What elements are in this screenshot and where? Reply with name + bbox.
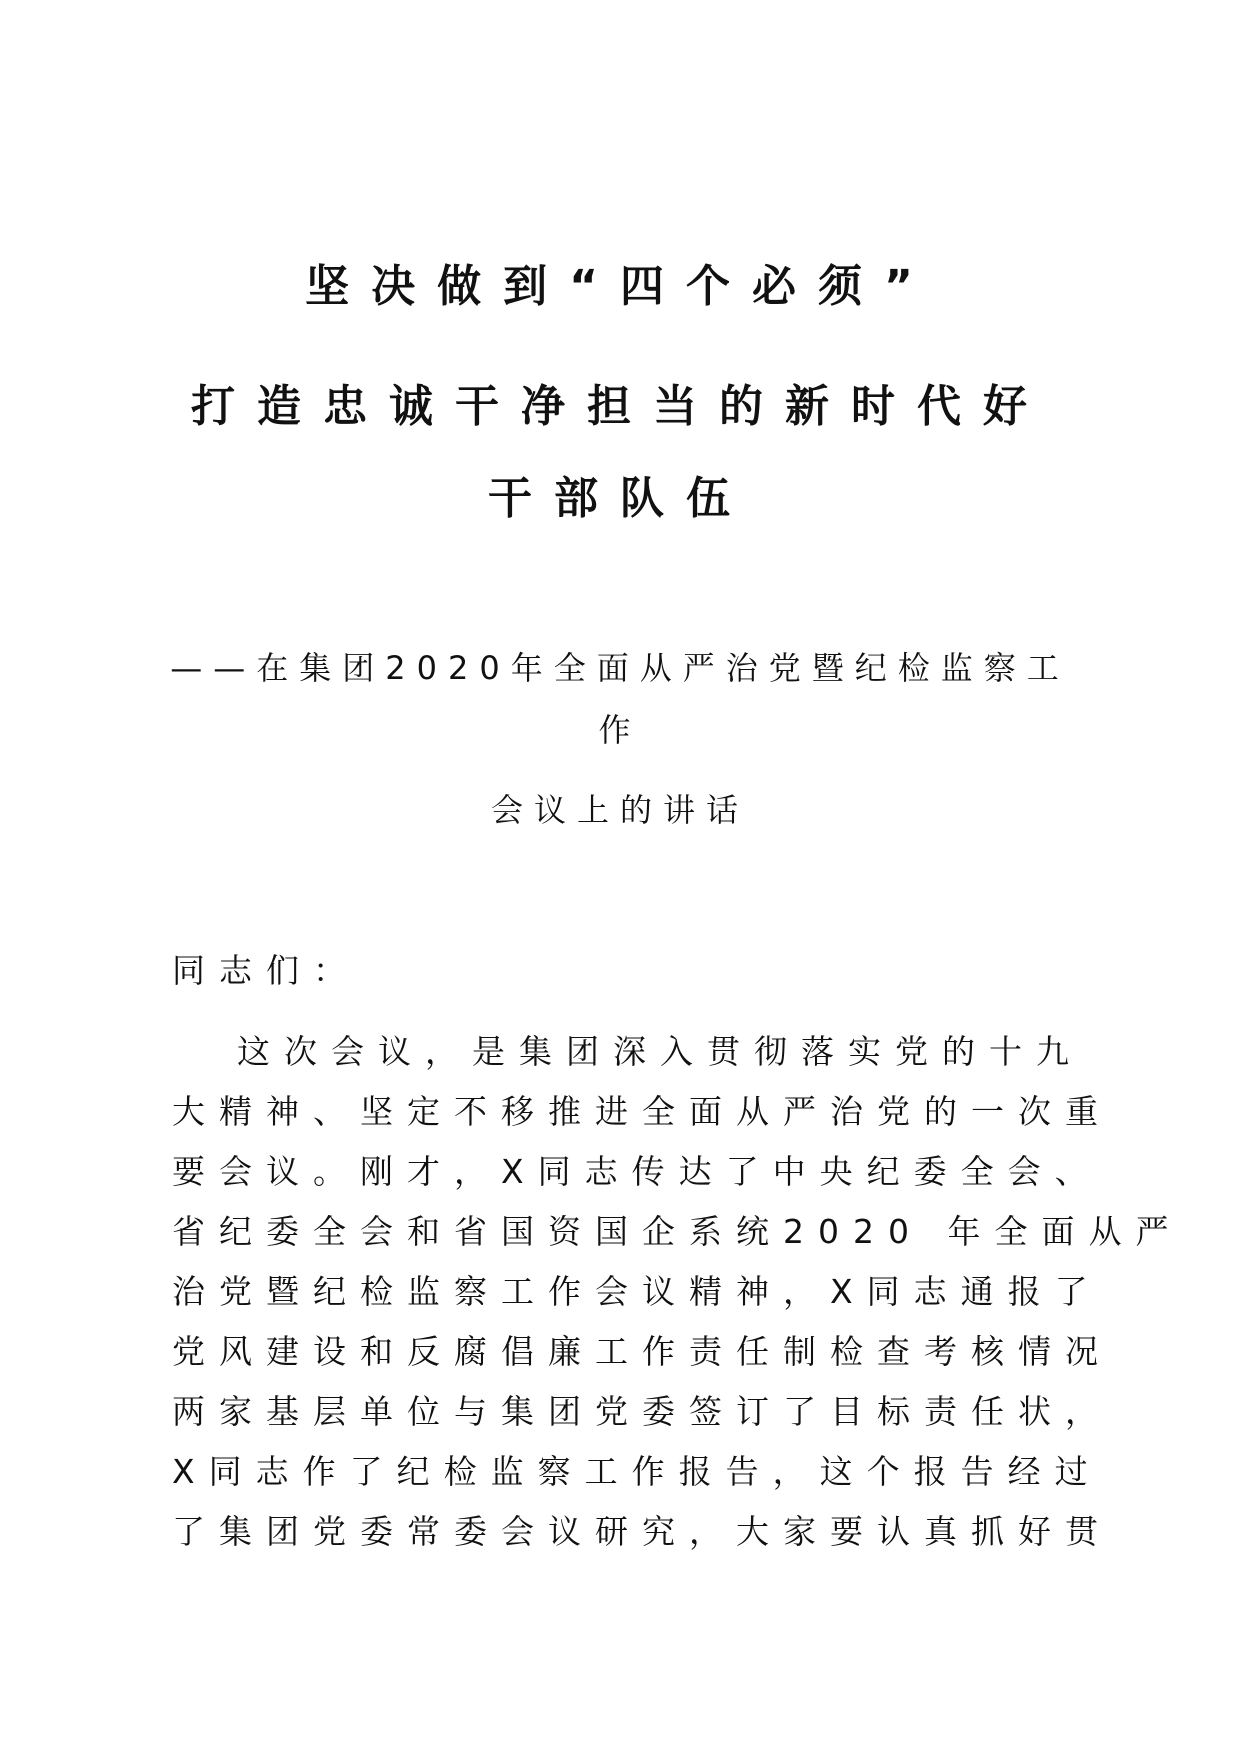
body-line: 要会议。刚才，X同志传达了中央纪委全会、 bbox=[172, 1152, 1102, 1191]
body-line: 大精神、坚定不移推进全面从严治党的一次重 bbox=[172, 1092, 1112, 1131]
body-line: X同志作了纪检监察工作报告，这个报告经过 bbox=[172, 1452, 1102, 1491]
document-title-line-3: 干部队伍 bbox=[488, 473, 752, 524]
body-line: 党风建设和反腐倡廉工作责任制检查考核情况 bbox=[172, 1332, 1112, 1371]
document-title-line-2: 打造忠诚干净担当的新时代好 bbox=[191, 381, 1049, 432]
document-subtitle-line-2: 作 bbox=[598, 711, 642, 749]
body-line: 省纪委全会和省国资国企系统2020 年全面从严 bbox=[172, 1212, 1183, 1251]
body-line: 了集团党委常委会议研究，大家要认真抓好贯 bbox=[172, 1512, 1112, 1551]
body-line: 这次会议，是集团深入贯彻落实党的十九 bbox=[237, 1032, 1083, 1071]
body-line: 治党暨纪检监察工作会议精神，X同志通报了 bbox=[172, 1272, 1102, 1311]
body-line: 两家基层单位与集团党委签订了目标责任状， bbox=[172, 1392, 1112, 1431]
salutation: 同志们： bbox=[172, 951, 360, 990]
document-subtitle-line-3: 会议上的讲话 bbox=[490, 791, 749, 829]
document-subtitle-line-1: ——在集团2020年全面从严治党暨纪检监察工 bbox=[170, 649, 1070, 687]
document-title-line-1: 坚决做到“四个必须” bbox=[305, 261, 935, 312]
